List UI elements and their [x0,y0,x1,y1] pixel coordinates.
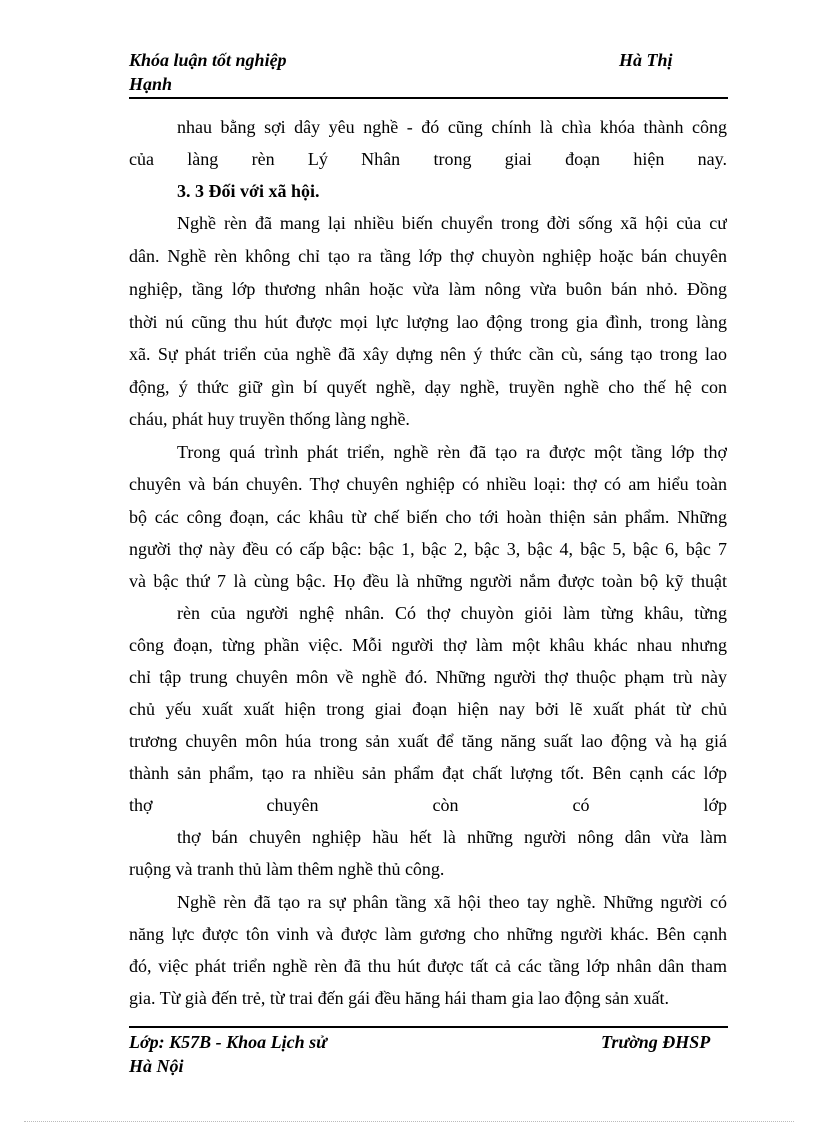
text-line: động, ý thức giữ gìn bí quyết nghề, dạy nghề, truyền nghề cho thế hệ con [129,377,727,397]
text-line: Nghề rèn đã mang lại nhiều biến chuyển trong đời sống xã hội của cư [177,213,727,233]
text-line: gia. Từ già đến trẻ, từ trai đến gái đều hăng hái tham gia lao động sản xuất. [129,988,670,1008]
text-line: trương chuyên môn húa trong sản xuất để tăng năng suất lao động và hạ giá [129,731,727,751]
text-line: Trong quá trình phát triển, nghề rèn đã tạo ra được một tầng lớp thợ [177,442,727,462]
text-line: chỉ tập trung chuyên môn về nghề đó. Những người thợ thuộc phạm trù này [129,667,727,687]
footer-class: Lớp: K57B - Khoa Lịch sử [129,1032,327,1052]
text-line: công đoạn, từng phần việc. Mỗi người thợ làm một khâu khác nhau nhưng [129,635,727,655]
text-line: bộ các công đoạn, các khâu từ chế biến cho tới hoàn thiện sản phẩm. Những [129,507,727,527]
page-edge [24,1121,794,1122]
text-line: của làng rèn Lý Nhân trong giai đoạn hiện nay. [129,149,727,169]
header-thesis-title: Khóa luận tốt nghiệp [129,50,287,70]
text-line: nghiệp, tầng lớp thương nhân hoặc vừa làm nông vừa buôn bán nhỏ. Đồng [129,279,727,299]
text-line: cháu, phát huy truyền thống làng nghề. [129,409,410,429]
footer-city: Hà Nội [129,1056,184,1076]
text-line: rèn của người nghệ nhân. Có thợ chuyòn giỏi làm từng khâu, từng [177,603,727,623]
text-line: dân. Nghề rèn không chỉ tạo ra tầng lớp thợ chuyòn nghiệp hoặc bán chuyên [129,246,727,266]
text-line: năng lực được tôn vinh và được làm gương cho những người khác. Bên cạnh [129,924,727,944]
text-line: thành sản phẩm, tạo ra nhiều sản phẩm đạt chất lượng tốt. Bên cạnh các lớp [129,763,727,783]
text-line: Nghề rèn đã tạo ra sự phân tầng xã hội theo tay nghề. Những người có [177,892,727,912]
text-line: xã. Sự phát triển của nghề đã xây dựng nên ý thức cần cù, sáng tạo trong lao [129,344,727,364]
header-author-continuation: Hạnh [129,74,173,94]
footer-university: Trường ĐHSP [601,1032,711,1052]
header-rule [129,97,728,99]
page-header [129,48,729,96]
text-line: thời nú cũng thu hút được mọi lực lượng lao động trong gia đình, trong làng [129,312,727,332]
header-author: Hà Thị [619,50,673,70]
text-line: nhau bằng sợi dây yêu nghề - đó cũng chính là chìa khóa thành công [177,117,727,137]
text-line: chuyên và bán chuyên. Thợ chuyên nghiệp có nhiều loại: thợ có am hiểu toàn [129,474,727,494]
footer-rule [129,1026,728,1028]
section-heading: 3. 3 Đối với xã hội. [177,181,320,201]
text-line: và bậc thứ 7 là cùng bậc. Họ đều là những người nắm được toàn bộ kỹ thuật [129,571,727,591]
text-line: đó, việc phát triển nghề rèn đã thu hút được tất cả các tầng lớp nhân dân tham [129,956,727,976]
text-line: ruộng và tranh thủ làm thêm nghề thủ công. [129,859,445,879]
text-line: thợ bán chuyên nghiệp hầu hết là những người nông dân vừa làm [177,827,727,847]
text-line: người thợ này đều có cấp bậc: bậc 1, bậc 2, bậc 3, bậc 4, bậc 5, bậc 6, bậc 7 [129,539,727,559]
text-line: thợ chuyên còn có lớp [129,795,727,815]
text-line: chủ yếu xuất xuất hiện trong giai đoạn hiện nay bởi lẽ xuất phát từ chủ [129,699,727,719]
